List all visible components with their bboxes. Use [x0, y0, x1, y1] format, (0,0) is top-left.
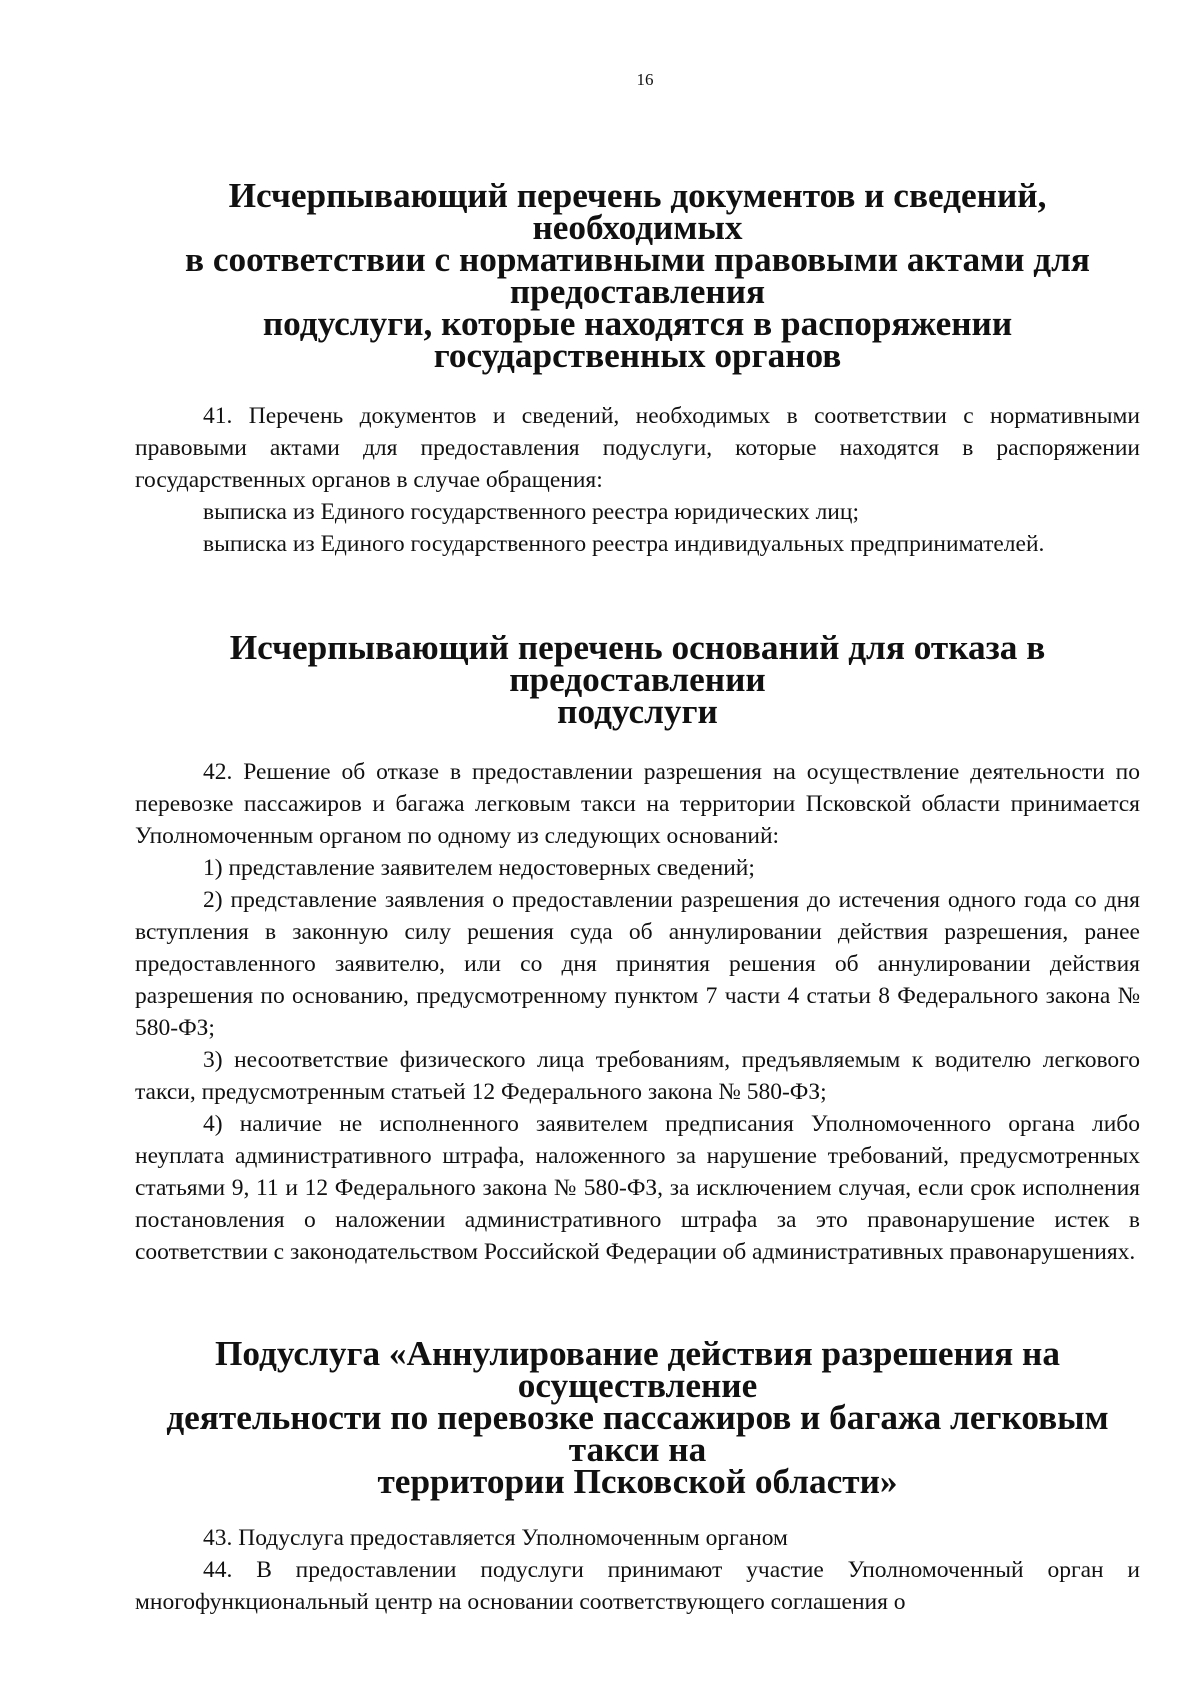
paragraph-43: 43. Подуслуга предоставляется Уполномоченным органом — [203, 1525, 788, 1551]
heading-line: Исчерпывающий перечень документов и сведений, необходимых — [228, 176, 1047, 247]
heading-line: в соответствии с нормативными правовыми актами для предоставления — [185, 240, 1090, 311]
paragraph-44: 44. В предоставлении подуслуги принимают участие Уполномоченный орган и многофункциональный центр на основании соответствующего соглашения о — [135, 1557, 1140, 1615]
heading-line: Подуслуга «Аннулирование действия разрешения на осуществление — [215, 1334, 1060, 1405]
list-item-3: 3) несоответствие физического лица требованиям, предъявляемым к водителю легкового такси, предусмотренным статьей 12 Федерального закона № 580-ФЗ; — [135, 1047, 1140, 1105]
list-item-4: 4) наличие не исполненного заявителем предписания Уполномоченного органа либо неуплата административного штрафа, наложенного за нарушение требований, предусмотренных статьями 9, 11 и 12 Федерального закона № 580-ФЗ, за исключением случая, если срок исполнения постановления о наложении административного штрафа за это правонарушение истек в соответствии с законодательством Российской Федерации об административных правонарушениях. — [135, 1111, 1140, 1265]
list-item-egrip: выписка из Единого государственного реестра индивидуальных предпринимателей. — [203, 531, 1045, 557]
heading-line: подуслуги, которые находятся в распоряжении государственных органов — [262, 304, 1013, 375]
paragraph-42: 42. Решение об отказе в предоставлении разрешения на осуществление деятельности по перевозке пассажиров и багажа легковым такси на территории Псковской области принимается Уполномоченным органом по одному из следующих оснований: — [135, 759, 1140, 849]
paragraph-41: 41. Перечень документов и сведений, необходимых в соответствии с нормативными правовыми актами для предоставления подуслуги, которые находятся в распоряжении государственных органов в случае обращения: — [135, 403, 1140, 493]
list-item-1: 1) представление заявителем недостоверных сведений; — [203, 855, 755, 881]
heading-line: территории Псковской области» — [377, 1462, 898, 1501]
section-heading-refusal — [135, 628, 1140, 731]
heading-line: деятельности по перевозке пассажиров и багажа легковым такси на — [166, 1398, 1109, 1469]
list-item-egrul: выписка из Единого государственного реестра юридических лиц; — [203, 499, 859, 525]
list-item-2: 2) представление заявления о предоставлении разрешения до истечения одного года со дня вступления в законную силу решения суда об аннулировании действия разрешения, ранее предоставленного заявителю, или со дня принятия решения об аннулировании действия разрешения по основанию, предусмотренному пунктом 7 части 4 статьи 8 Федерального закона № 580-ФЗ; — [135, 887, 1140, 1041]
heading-line: Исчерпывающий перечень оснований для отказа в предоставлении — [229, 628, 1046, 699]
page-number: 16 — [636, 70, 654, 89]
section-heading-annulment — [135, 1334, 1140, 1501]
heading-line: подуслуги — [557, 692, 718, 731]
document-body — [135, 176, 1140, 1618]
section-heading-documents — [135, 176, 1140, 375]
